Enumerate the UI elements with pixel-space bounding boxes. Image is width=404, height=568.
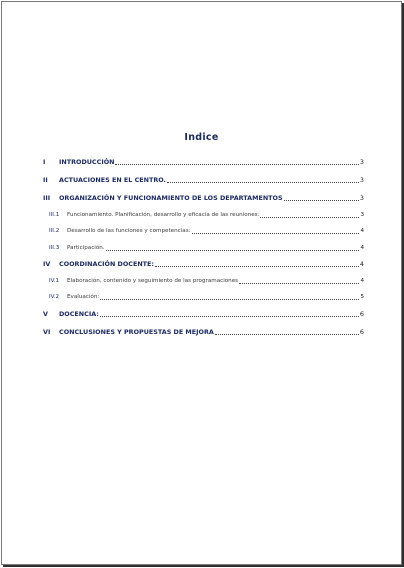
toc-entry-docencia[interactable]: [43, 309, 364, 319]
toc-entry-number: IV: [43, 260, 51, 268]
toc-entry-label: Elaboración, contenido y seguimiento de las programaciones: [67, 278, 239, 284]
toc-leader-dots: [100, 309, 359, 317]
toc-entry-page: 4: [360, 278, 364, 284]
toc-title: Indice: [184, 132, 219, 143]
toc-entry-number: III: [43, 194, 51, 202]
toc-entry-label: INTRODUCCIÓN: [59, 158, 115, 166]
toc-entry-label: Desarrollo de las funciones y competencias:: [67, 228, 191, 234]
toc-entry-elaboracion[interactable]: [43, 276, 364, 286]
toc-entry-page: 6: [359, 310, 364, 318]
toc-entry-conclusiones[interactable]: [43, 327, 364, 337]
toc-entry-label: Funcionamiento. Planificación, desarrollo y eficacia de las reuniones:: [67, 212, 260, 218]
toc-leader-dots: [239, 276, 359, 284]
toc-entry-page: 3: [359, 194, 364, 202]
toc-entry-label: Evaluación:: [67, 294, 100, 300]
toc-entry-number: IV.2: [49, 294, 60, 300]
toc-entry-page: 3: [359, 158, 364, 166]
toc-leader-dots: [115, 157, 358, 165]
toc-entry-actuaciones[interactable]: [43, 175, 364, 185]
toc-leader-dots: [106, 243, 360, 251]
toc-leader-dots: [192, 226, 360, 234]
toc-leader-dots: [167, 175, 359, 183]
toc-entry-page: 5: [360, 294, 364, 300]
toc-entry-label: ACTUACIONES EN EL CENTRO.: [59, 176, 166, 184]
toc-entry-number: I: [43, 158, 46, 166]
toc-entry-number: III.2: [49, 228, 60, 234]
toc-entry-participacion[interactable]: [43, 243, 364, 253]
toc-leader-dots: [215, 327, 359, 335]
toc-entry-number: IV.1: [49, 278, 60, 284]
toc-entry-desarrollo[interactable]: [43, 226, 364, 236]
toc-entry-organizacion[interactable]: [43, 193, 364, 203]
toc-entry-page: 4: [360, 228, 364, 234]
toc-entry-introduccion[interactable]: [43, 157, 364, 167]
toc-entry-number: III.1: [49, 212, 60, 218]
toc-leader-dots: [155, 259, 359, 267]
toc-entry-number: III.3: [49, 245, 60, 251]
toc-entry-funcionamiento[interactable]: [43, 210, 364, 220]
toc-entry-evaluacion[interactable]: [43, 292, 364, 302]
toc-entry-page: 3: [359, 176, 364, 184]
toc-entry-number: VI: [43, 328, 51, 336]
toc-entry-page: 4: [359, 260, 364, 268]
document-page: [1, 1, 402, 565]
toc-entry-label: CONCLUSIONES Y PROPUESTAS DE MEJORA: [59, 328, 214, 336]
toc-entry-label: COORDINACIÓN DOCENTE:: [59, 260, 154, 268]
toc-entry-page: 6: [359, 328, 364, 336]
toc-entry-label: DOCENCIA:: [59, 310, 99, 318]
toc-leader-dots: [260, 210, 359, 218]
toc-entry-label: Participación.: [67, 245, 105, 251]
toc-leader-dots: [284, 193, 359, 201]
toc-entry-coordinacion[interactable]: [43, 259, 364, 269]
toc-entry-page: 3: [360, 212, 364, 218]
toc-entry-page: 4: [360, 245, 364, 251]
toc-entry-number: II: [43, 176, 48, 184]
toc-entry-label: ORGANIZACIÓN Y FUNCIONAMIENTO DE LOS DEPARTAMENTOS: [59, 194, 283, 202]
toc-entry-number: V: [43, 310, 48, 318]
toc-leader-dots: [100, 292, 359, 300]
